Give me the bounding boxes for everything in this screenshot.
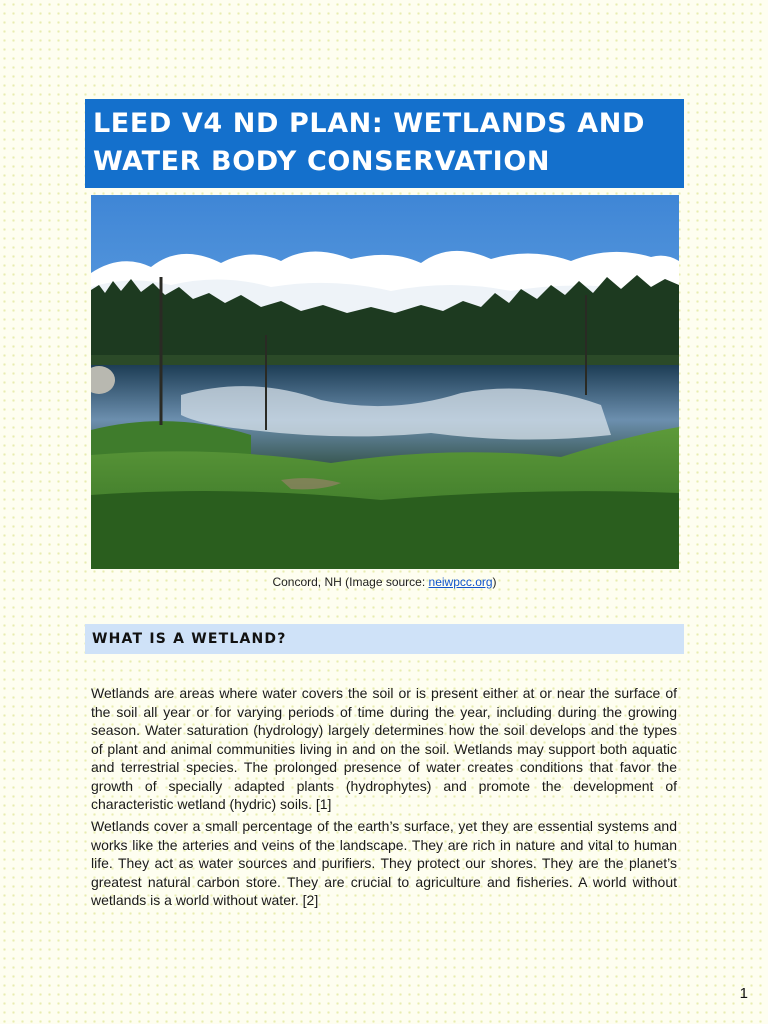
document-title: LEED V4 ND PLAN: WETLANDS AND WATER BODY CONSERVATION <box>93 108 645 177</box>
page-number: 1 <box>739 985 748 1002</box>
image-source-link[interactable]: neiwpcc.org <box>428 575 493 589</box>
paragraph-wetland-definition: Wetlands are areas where water covers the soil or is present either at or near the surface of the soil all year or for varying periods of time during the year, including during the growing season. Water saturation (hydrology) largely determines how the soil develops and the types of plant and animal communities living in and on the soil. Wetlands may support both aquatic and terrestrial species. The prolonged presence of water creates conditions that favor the growth of specially adapted plants (hydrophytes) and promote the development of characteristic wetland (hydric) soils. [1] <box>91 685 677 812</box>
wetland-photo <box>91 195 679 569</box>
image-caption <box>85 575 684 589</box>
caption-suffix: ) <box>492 575 497 589</box>
title-banner <box>85 99 684 188</box>
paragraph-wetland-importance: Wetlands cover a small percentage of the earth’s surface, yet they are essential systems and works like the arteries and veins of the landscape. They are rich in nature and vital to human life. They act as water sources and purifiers. They protect our shores. They are the planet’s greatest natural carbon store. They are crucial to agriculture and fisheries. A world without wetlands is a world without water. [2] <box>91 818 677 908</box>
section-header <box>85 624 684 654</box>
caption-prefix: Concord, NH (Image source: <box>272 575 429 589</box>
section-heading: WHAT IS A WETLAND? <box>92 631 287 647</box>
